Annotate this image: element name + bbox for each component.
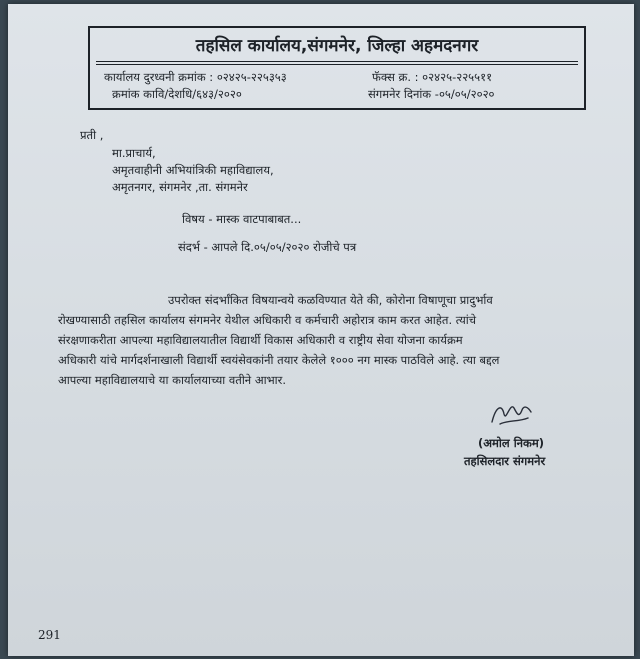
subject-line: विषय - मास्क वाटपाबाबत... — [182, 212, 302, 226]
recipient-prati: प्रती , — [80, 128, 104, 142]
recipient-line-3: अमृतनगर, संगमनेर ,ता. संगमनेर — [112, 180, 248, 194]
signatory-name: (अमोल निकम) — [478, 436, 545, 450]
body-line: रोखण्यासाठी तहसिल कार्यालय संगमनेर येथील अधिकारी व कर्मचारी अहोरात्र काम करत आहेत. त्यांचे — [58, 313, 477, 327]
body-line: उपरोक्त संदर्भांकित विषयान्वये कळविण्यात येते की, कोरोना विषाणूचा प्रादुर्भाव — [168, 293, 493, 307]
signature-mark — [488, 398, 534, 428]
letter-body — [58, 290, 614, 390]
reference-number: क्रमांक कावि/देशधि/६४३/२०२० — [112, 87, 242, 101]
recipient-line-1: मा.प्राचार्य, — [112, 146, 156, 160]
reference-line: संदर्भ - आपले दि.०५/०५/२०२० रोजीचे पत्र — [178, 240, 357, 254]
recipient-line-2: अमृतवाहीनी अभियांत्रिकी महाविद्यालय, — [112, 163, 274, 177]
letterhead — [88, 26, 586, 110]
page-number: 291 — [38, 628, 61, 642]
office-fax: फॅक्स क्र. : ०२४२५-२२५५११ — [372, 70, 493, 84]
body-line: आपल्या महाविद्यालयाचे या कार्यालयाच्या वतीने आभार. — [58, 373, 287, 387]
office-phone: कार्यालय दुरध्वनी क्रमांक : ०२४२५-२२५३५३ — [104, 70, 287, 84]
letter-page — [8, 4, 634, 656]
body-line: संरक्षणाकरीता आपल्या महाविद्यालयातील विद्यार्थी विकास अधिकारी व राष्ट्रीय सेवा योजना कार्यक्रम — [58, 333, 463, 347]
office-title: तहसिल कार्यालय,संगमनेर, जिल्हा अहमदनगर — [96, 33, 578, 65]
signatory-designation: तहसिलदार संगमनेर — [464, 454, 546, 468]
body-line: अधिकारी यांचे मार्गदर्शनाखाली विद्यार्थी स्वयंसेवकांनी तयार केलेले १००० नग मास्क पाठविले आहे. त्या बद्दल — [58, 353, 500, 367]
letter-date: संगमनेर दिनांक -०५/०५/२०२० — [368, 87, 495, 101]
